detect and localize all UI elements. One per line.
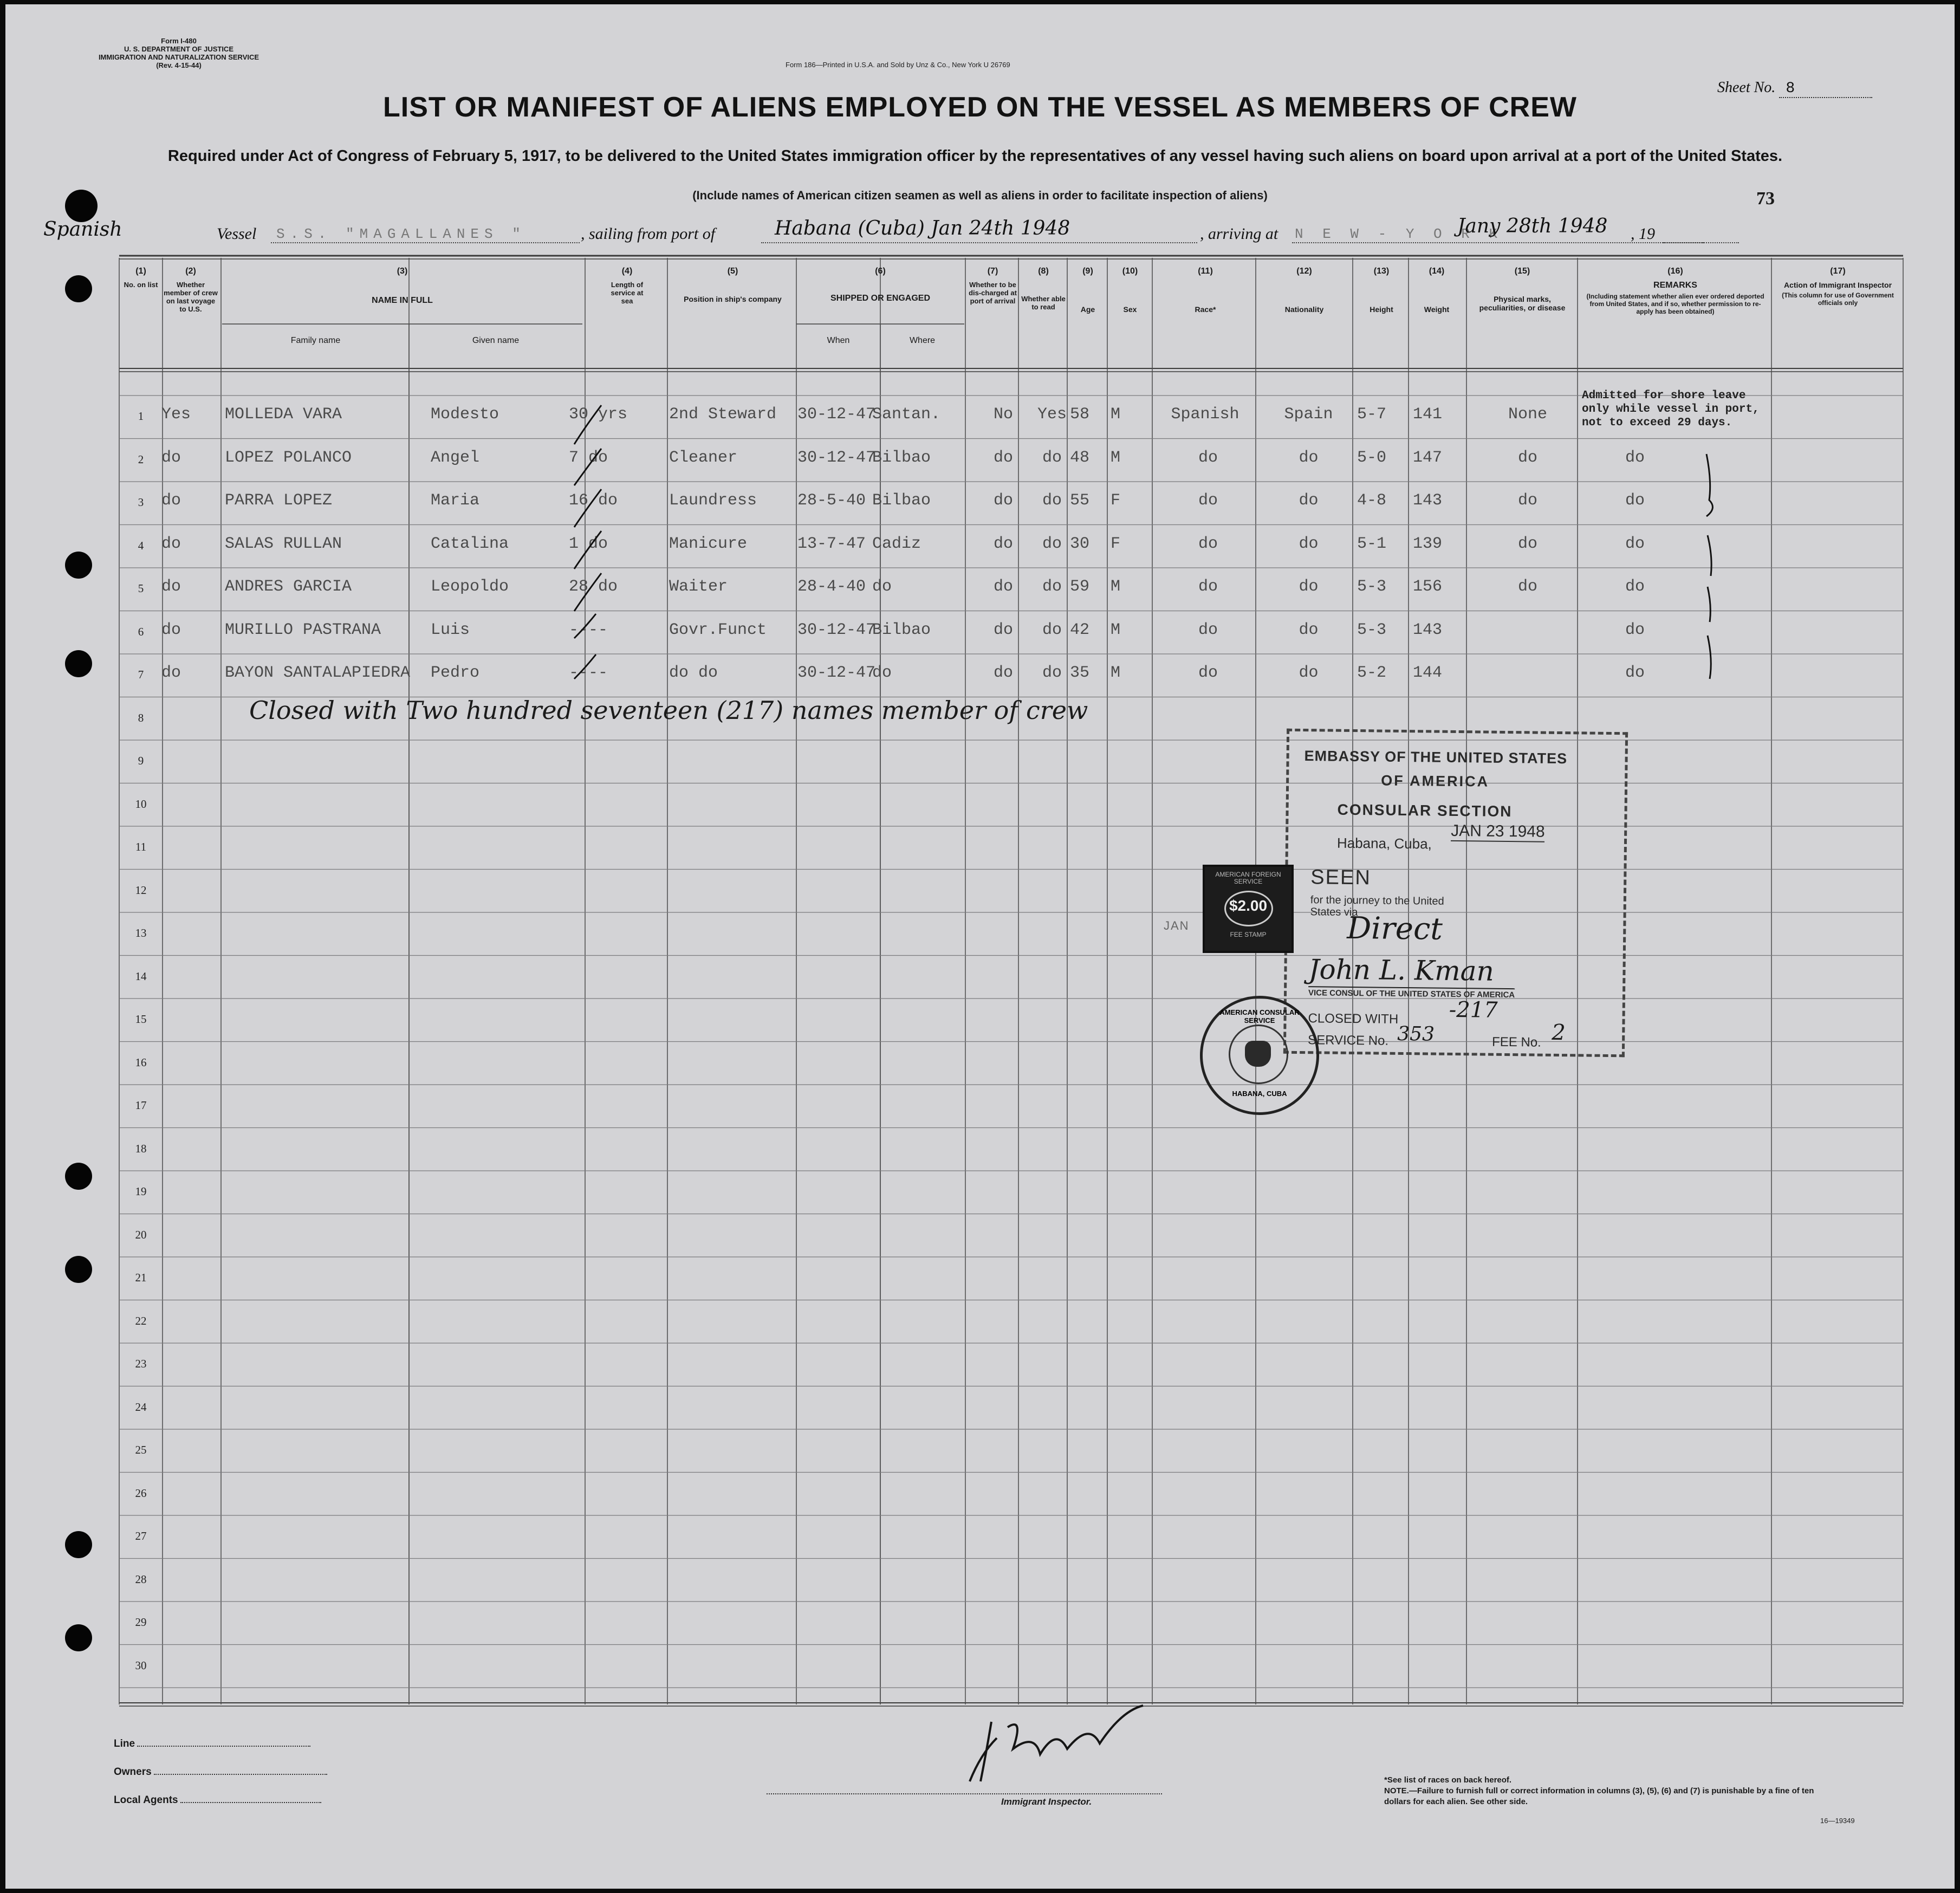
- col-header-when: When: [827, 336, 850, 345]
- footer-agents: Local Agents: [114, 1794, 321, 1806]
- cell-weight: 139: [1413, 534, 1443, 553]
- col-header-family: Family name: [290, 336, 341, 345]
- row-number: 19: [135, 1185, 147, 1198]
- row-number: 5: [138, 582, 144, 595]
- cell-discharged: do: [993, 578, 1013, 596]
- cell-given-name: Maria: [431, 491, 480, 510]
- cell-race: Spanish: [1171, 405, 1239, 424]
- stamp-service-value: 353: [1397, 1022, 1435, 1046]
- cell-discharged: do: [993, 491, 1013, 510]
- cell-height: 5-0: [1357, 448, 1387, 467]
- cell-family-name: BAYON SANTALAPIEDRA: [225, 664, 411, 682]
- cell-position: Waiter: [669, 578, 728, 596]
- cell-nationality: do: [1299, 534, 1319, 553]
- partial-stamp: JAN: [1164, 919, 1190, 932]
- cell-race: do: [1198, 578, 1218, 596]
- cell-service: 16 do: [569, 491, 618, 510]
- col-header-12: (12) Nationality: [1284, 267, 1324, 314]
- row-number: 21: [135, 1271, 147, 1284]
- row-number: 25: [135, 1443, 147, 1456]
- row-number: 1: [138, 410, 144, 423]
- footer-owners: Owners: [114, 1766, 327, 1778]
- col-header-8: (8) Whether able to read: [1021, 267, 1066, 311]
- row-number: 15: [135, 1013, 147, 1026]
- cell-sex: M: [1111, 664, 1121, 682]
- cell-shipped-when: 28-5-40: [797, 491, 866, 510]
- cell-shipped-where: Cadiz: [872, 534, 921, 553]
- stamp-vice-consul: VICE CONSUL OF THE UNITED STATES OF AMERICA: [1308, 986, 1515, 1000]
- fee-stamp-top: AMERICAN FOREIGN SERVICE: [1215, 871, 1281, 885]
- cell-last-voyage: do: [161, 578, 181, 596]
- cell-age: 48: [1070, 448, 1090, 467]
- sailing-port: Habana (Cuba) Jan 24th 1948: [775, 217, 1070, 239]
- cell-shipped-when: 30-12-47: [797, 620, 876, 639]
- row-number: 16: [135, 1055, 147, 1069]
- cell-age: 59: [1070, 578, 1090, 596]
- cell-discharged: do: [993, 664, 1013, 682]
- row-number: 20: [135, 1228, 147, 1241]
- cell-family-name: MURILLO PASTRANA: [225, 620, 381, 639]
- revision-date: (Rev. 4-15-44): [156, 61, 202, 69]
- cell-family-name: LOPEZ POLANCO: [225, 448, 352, 467]
- cell-able-to-read: do: [1042, 491, 1062, 510]
- cell-physical-marks: do: [1517, 534, 1537, 553]
- cell-sex: M: [1111, 620, 1121, 639]
- row-number: 27: [135, 1529, 147, 1542]
- cell-sex: M: [1111, 578, 1121, 596]
- cell-remarks: do: [1625, 620, 1645, 639]
- col-header-given: Given name: [472, 336, 520, 345]
- year-label: , 19: [1631, 225, 1655, 243]
- footnote: [1384, 1775, 1828, 1807]
- row-number: 2: [138, 452, 144, 466]
- cell-position: 2nd Steward: [669, 405, 777, 424]
- cell-height: 5-7: [1357, 405, 1387, 424]
- cell-shipped-where: Bilbao: [872, 491, 931, 510]
- cell-last-voyage: do: [161, 534, 181, 553]
- cell-given-name: Catalina: [431, 534, 509, 553]
- row-number: 11: [135, 840, 147, 853]
- row-number: 12: [135, 883, 147, 897]
- cell-position: Manicure: [669, 534, 748, 553]
- cell-remarks: do: [1625, 534, 1645, 553]
- cell-discharged: do: [993, 620, 1013, 639]
- service-name: IMMIGRATION AND NATURALIZATION SERVICE: [98, 53, 259, 61]
- cell-shipped-when: 30-12-47: [797, 664, 876, 682]
- col-header-16: (16) REMARKS (Including statement whether alien ever ordered deported from United States, and if so, whether permission to re-apply has been obtained): [1586, 267, 1764, 315]
- cell-discharged: do: [993, 534, 1013, 553]
- cell-race: do: [1198, 491, 1218, 510]
- stamp-service-label: SERVICE No.: [1307, 1033, 1389, 1048]
- cell-age: 42: [1070, 620, 1090, 639]
- stamp-location: Habana, Cuba,: [1336, 834, 1432, 852]
- seal-top-text: AMERICAN CONSULAR SERVICE: [1219, 1008, 1300, 1025]
- cell-last-voyage: Yes: [161, 405, 191, 424]
- sheet-label: Sheet No.: [1717, 79, 1776, 96]
- cell-nationality: do: [1299, 448, 1319, 467]
- cell-shipped-where: Santan.: [872, 405, 941, 424]
- cell-nationality: do: [1299, 491, 1319, 510]
- stamp-journey: for the journey to the United States via: [1310, 894, 1444, 919]
- fine-note: NOTE.—Failure to furnish full or correct information in columns (3), (5), (6) and (7) is punishable by a fine of ten dollars for each alien. See other side.: [1384, 1786, 1814, 1806]
- inspector-label: Immigrant Inspector.: [1001, 1797, 1092, 1807]
- cell-able-to-read: do: [1042, 534, 1062, 553]
- cell-sex: F: [1111, 491, 1121, 510]
- cell-shipped-where: Bilbao: [872, 620, 931, 639]
- row-number: 22: [135, 1314, 147, 1327]
- cell-given-name: Angel: [431, 448, 480, 467]
- cell-service: 28 do: [569, 578, 618, 596]
- row-number: 9: [138, 754, 144, 767]
- row-number: 10: [135, 797, 147, 811]
- cell-service: 1 do: [569, 534, 608, 553]
- cell-given-name: Modesto: [431, 405, 499, 424]
- row-number: 29: [135, 1616, 147, 1629]
- cell-shipped-when: 30-12-47: [797, 405, 876, 424]
- stamp-consular-section: CONSULAR SECTION: [1337, 801, 1513, 820]
- row-number: 4: [138, 539, 144, 552]
- cell-physical-marks: do: [1517, 578, 1537, 596]
- arriving-port: N E W - Y O R K: [1295, 226, 1503, 242]
- cell-last-voyage: do: [161, 491, 181, 510]
- stamp-closed-value: -217: [1449, 997, 1498, 1023]
- cell-able-to-read: Yes: [1037, 405, 1067, 424]
- cell-shipped-where: do: [872, 664, 892, 682]
- cell-shipped-when: 13-7-47: [797, 534, 866, 553]
- check-marks: [563, 394, 628, 698]
- consular-stamp: [1283, 729, 1628, 1058]
- vessel-name: S.S. "MAGALLANES ": [276, 226, 526, 242]
- department-name: U. S. DEPARTMENT OF JUSTICE: [124, 45, 233, 53]
- stamp-closed-label: CLOSED WITH: [1308, 1011, 1399, 1027]
- col-header-17: (17) Action of Immigrant Inspector (This column for use of Government officials only: [1782, 267, 1894, 307]
- cell-nationality: do: [1299, 664, 1319, 682]
- row-number: 26: [135, 1486, 147, 1500]
- col-header-10: (10) Sex: [1122, 267, 1138, 314]
- printer-note: Form 186—Printed in U.S.A. and Sold by Unz & Co., New York U 26769: [786, 61, 1010, 69]
- page-title: LIST OR MANIFEST OF ALIENS EMPLOYED ON THE VESSEL AS MEMBERS OF CREW: [383, 92, 1577, 123]
- cell-family-name: SALAS RULLAN: [225, 534, 342, 553]
- cell-nationality: Spain: [1284, 405, 1333, 424]
- row-number: 7: [138, 668, 144, 681]
- form-code: 16—19349: [1820, 1817, 1855, 1825]
- cell-last-voyage: do: [161, 620, 181, 639]
- cell-given-name: Pedro: [431, 664, 480, 682]
- row-number: 8: [138, 711, 144, 724]
- cell-family-name: PARRA LOPEZ: [225, 491, 333, 510]
- cell-physical-marks: None: [1508, 405, 1547, 424]
- col-header-11: (11) Race*: [1195, 267, 1216, 314]
- page-subtitle: Required under Act of Congress of February 5, 1917, to be delivered to the United States immigration officer by the representatives of any vessel having such aliens on board upon arrival at a port of the United States.: [167, 147, 1783, 165]
- cell-shipped-when: 28-4-40: [797, 578, 866, 596]
- footer-line: Line: [114, 1738, 310, 1750]
- col-header-9: (9) Age: [1080, 267, 1095, 314]
- cell-given-name: Leopoldo: [431, 578, 509, 596]
- stamp-via-handwritten: Direct: [1346, 910, 1443, 947]
- cell-weight: 143: [1413, 491, 1443, 510]
- cell-physical-marks: do: [1517, 448, 1537, 467]
- cell-shipped-when: 30-12-47: [797, 448, 876, 467]
- seal-bottom-text: HABANA, CUBA: [1232, 1090, 1287, 1098]
- manifest-sheet: [5, 4, 1955, 1889]
- cell-height: 5-1: [1357, 534, 1387, 553]
- row-number: 14: [135, 969, 147, 983]
- cell-able-to-read: do: [1042, 448, 1062, 467]
- inspector-signature: [959, 1689, 1219, 1792]
- cell-service: 7 do: [569, 448, 608, 467]
- row-number: 18: [135, 1142, 147, 1155]
- cell-height: 5-2: [1357, 664, 1387, 682]
- consular-seal: [1200, 996, 1319, 1115]
- col-header-2: (2) Whether member of crew on last voyage to U.S.: [164, 267, 218, 313]
- cell-height: 4-8: [1357, 491, 1387, 510]
- cell-discharged: do: [993, 448, 1013, 467]
- row-number: 23: [135, 1357, 147, 1370]
- col-header-where: Where: [909, 336, 936, 345]
- cell-race: do: [1198, 620, 1218, 639]
- col-header-5: (5) Position in ship's company: [684, 267, 782, 303]
- form-number: Form I-480: [161, 37, 197, 45]
- col-header-3: (3) NAME IN FULL: [372, 267, 433, 305]
- row-number: 30: [135, 1658, 147, 1672]
- stamp-fee-value: 2: [1552, 1020, 1566, 1046]
- cell-service: 30 yrs: [569, 405, 628, 424]
- cell-discharged: No: [993, 405, 1013, 424]
- cell-position: Cleaner: [669, 448, 738, 467]
- col-header-4: (4) Length of service at sea: [611, 267, 644, 305]
- cell-nationality: do: [1299, 620, 1319, 639]
- cell-age: 30: [1070, 534, 1090, 553]
- cell-service: ----: [569, 620, 608, 639]
- eagle-icon: [1245, 1041, 1271, 1067]
- margin-number: 73: [1756, 189, 1775, 209]
- cell-physical-marks: do: [1517, 491, 1537, 510]
- cell-race: do: [1198, 534, 1218, 553]
- row-number: 13: [135, 926, 147, 939]
- cell-position: Govr.Funct: [669, 620, 767, 639]
- cell-position: Laundress: [669, 491, 757, 510]
- stamp-embassy: EMBASSY OF THE UNITED STATES: [1304, 748, 1568, 767]
- cell-sex: M: [1111, 448, 1121, 467]
- cell-given-name: Luis: [431, 620, 470, 639]
- vice-consul-signature: John L. Kman: [1308, 954, 1495, 987]
- cell-service: ----: [569, 664, 608, 682]
- remarks-braces: [1696, 449, 1728, 698]
- cell-age: 55: [1070, 491, 1090, 510]
- row-number: 17: [135, 1099, 147, 1112]
- cell-nationality: do: [1299, 578, 1319, 596]
- arriving-date: Jany 28th 1948: [1457, 215, 1608, 237]
- cell-weight: 143: [1413, 620, 1443, 639]
- cell-remarks: do: [1625, 664, 1645, 682]
- col-header-13: (13) Height: [1370, 267, 1393, 314]
- cell-height: 5-3: [1357, 578, 1387, 596]
- cell-sex: M: [1111, 405, 1121, 424]
- sailing-label: , sailing from port of: [581, 225, 716, 243]
- flag-handwritten: Spanish: [43, 218, 122, 241]
- cell-weight: 147: [1413, 448, 1443, 467]
- closing-note: Closed with Two hundred seventeen (217) names member of crew: [249, 696, 1088, 725]
- cell-able-to-read: do: [1042, 664, 1062, 682]
- cell-remarks: do: [1625, 448, 1645, 467]
- row-number: 6: [138, 625, 144, 638]
- sheet-value: 8: [1779, 80, 1872, 98]
- arriving-label: , arriving at: [1200, 225, 1278, 243]
- stamp-seen: SEEN: [1310, 866, 1371, 890]
- fee-stamp: [1203, 865, 1294, 953]
- cell-race: do: [1198, 448, 1218, 467]
- cell-race: do: [1198, 664, 1218, 682]
- cell-weight: 141: [1413, 405, 1443, 424]
- fee-stamp-bottom: FEE STAMP: [1230, 931, 1267, 938]
- cell-age: 58: [1070, 405, 1090, 424]
- cell-last-voyage: do: [161, 448, 181, 467]
- cell-able-to-read: do: [1042, 578, 1062, 596]
- race-note: *See list of races on back hereof.: [1384, 1775, 1512, 1785]
- vessel-label: Vessel: [217, 225, 257, 243]
- row-number: 28: [135, 1572, 147, 1586]
- col-header-15: (15) Physical marks, peculiarities, or disease: [1479, 267, 1566, 312]
- fee-stamp-value: $2.00: [1229, 897, 1268, 914]
- cell-last-voyage: do: [161, 664, 181, 682]
- cell-remarks: Admitted for shore leave only while vessel in port, not to exceed 29 days.: [1582, 390, 1760, 429]
- row-number: 24: [135, 1400, 147, 1414]
- cell-family-name: MOLLEDA VARA: [225, 405, 342, 424]
- cell-weight: 156: [1413, 578, 1443, 596]
- cell-weight: 144: [1413, 664, 1443, 682]
- cell-able-to-read: do: [1042, 620, 1062, 639]
- cell-sex: F: [1111, 534, 1121, 553]
- col-header-14: (14) Weight: [1424, 267, 1450, 314]
- stamp-date: JAN 23 1948: [1451, 822, 1545, 842]
- cell-remarks: do: [1625, 491, 1645, 510]
- col-header-6: (6) SHIPPED OR ENGAGED: [830, 267, 931, 303]
- col-header-1: (1) No. on list: [124, 267, 158, 289]
- cell-shipped-where: do: [872, 578, 892, 596]
- stamp-america: OF AMERICA: [1381, 772, 1490, 790]
- instruction-note: (Include names of American citizen seamen as well as aliens in order to facilitate inspection of aliens): [692, 189, 1268, 202]
- cell-remarks: do: [1625, 578, 1645, 596]
- cell-shipped-where: Bilbao: [872, 448, 931, 467]
- col-header-7: (7) Whether to be dis-charged at port of arrival: [969, 267, 1017, 305]
- stamp-fee-label: FEE No.: [1491, 1034, 1541, 1050]
- cell-family-name: ANDRES GARCIA: [225, 578, 352, 596]
- cell-age: 35: [1070, 664, 1090, 682]
- row-number: 3: [138, 496, 144, 509]
- cell-height: 5-3: [1357, 620, 1387, 639]
- cell-position: do do: [669, 664, 718, 682]
